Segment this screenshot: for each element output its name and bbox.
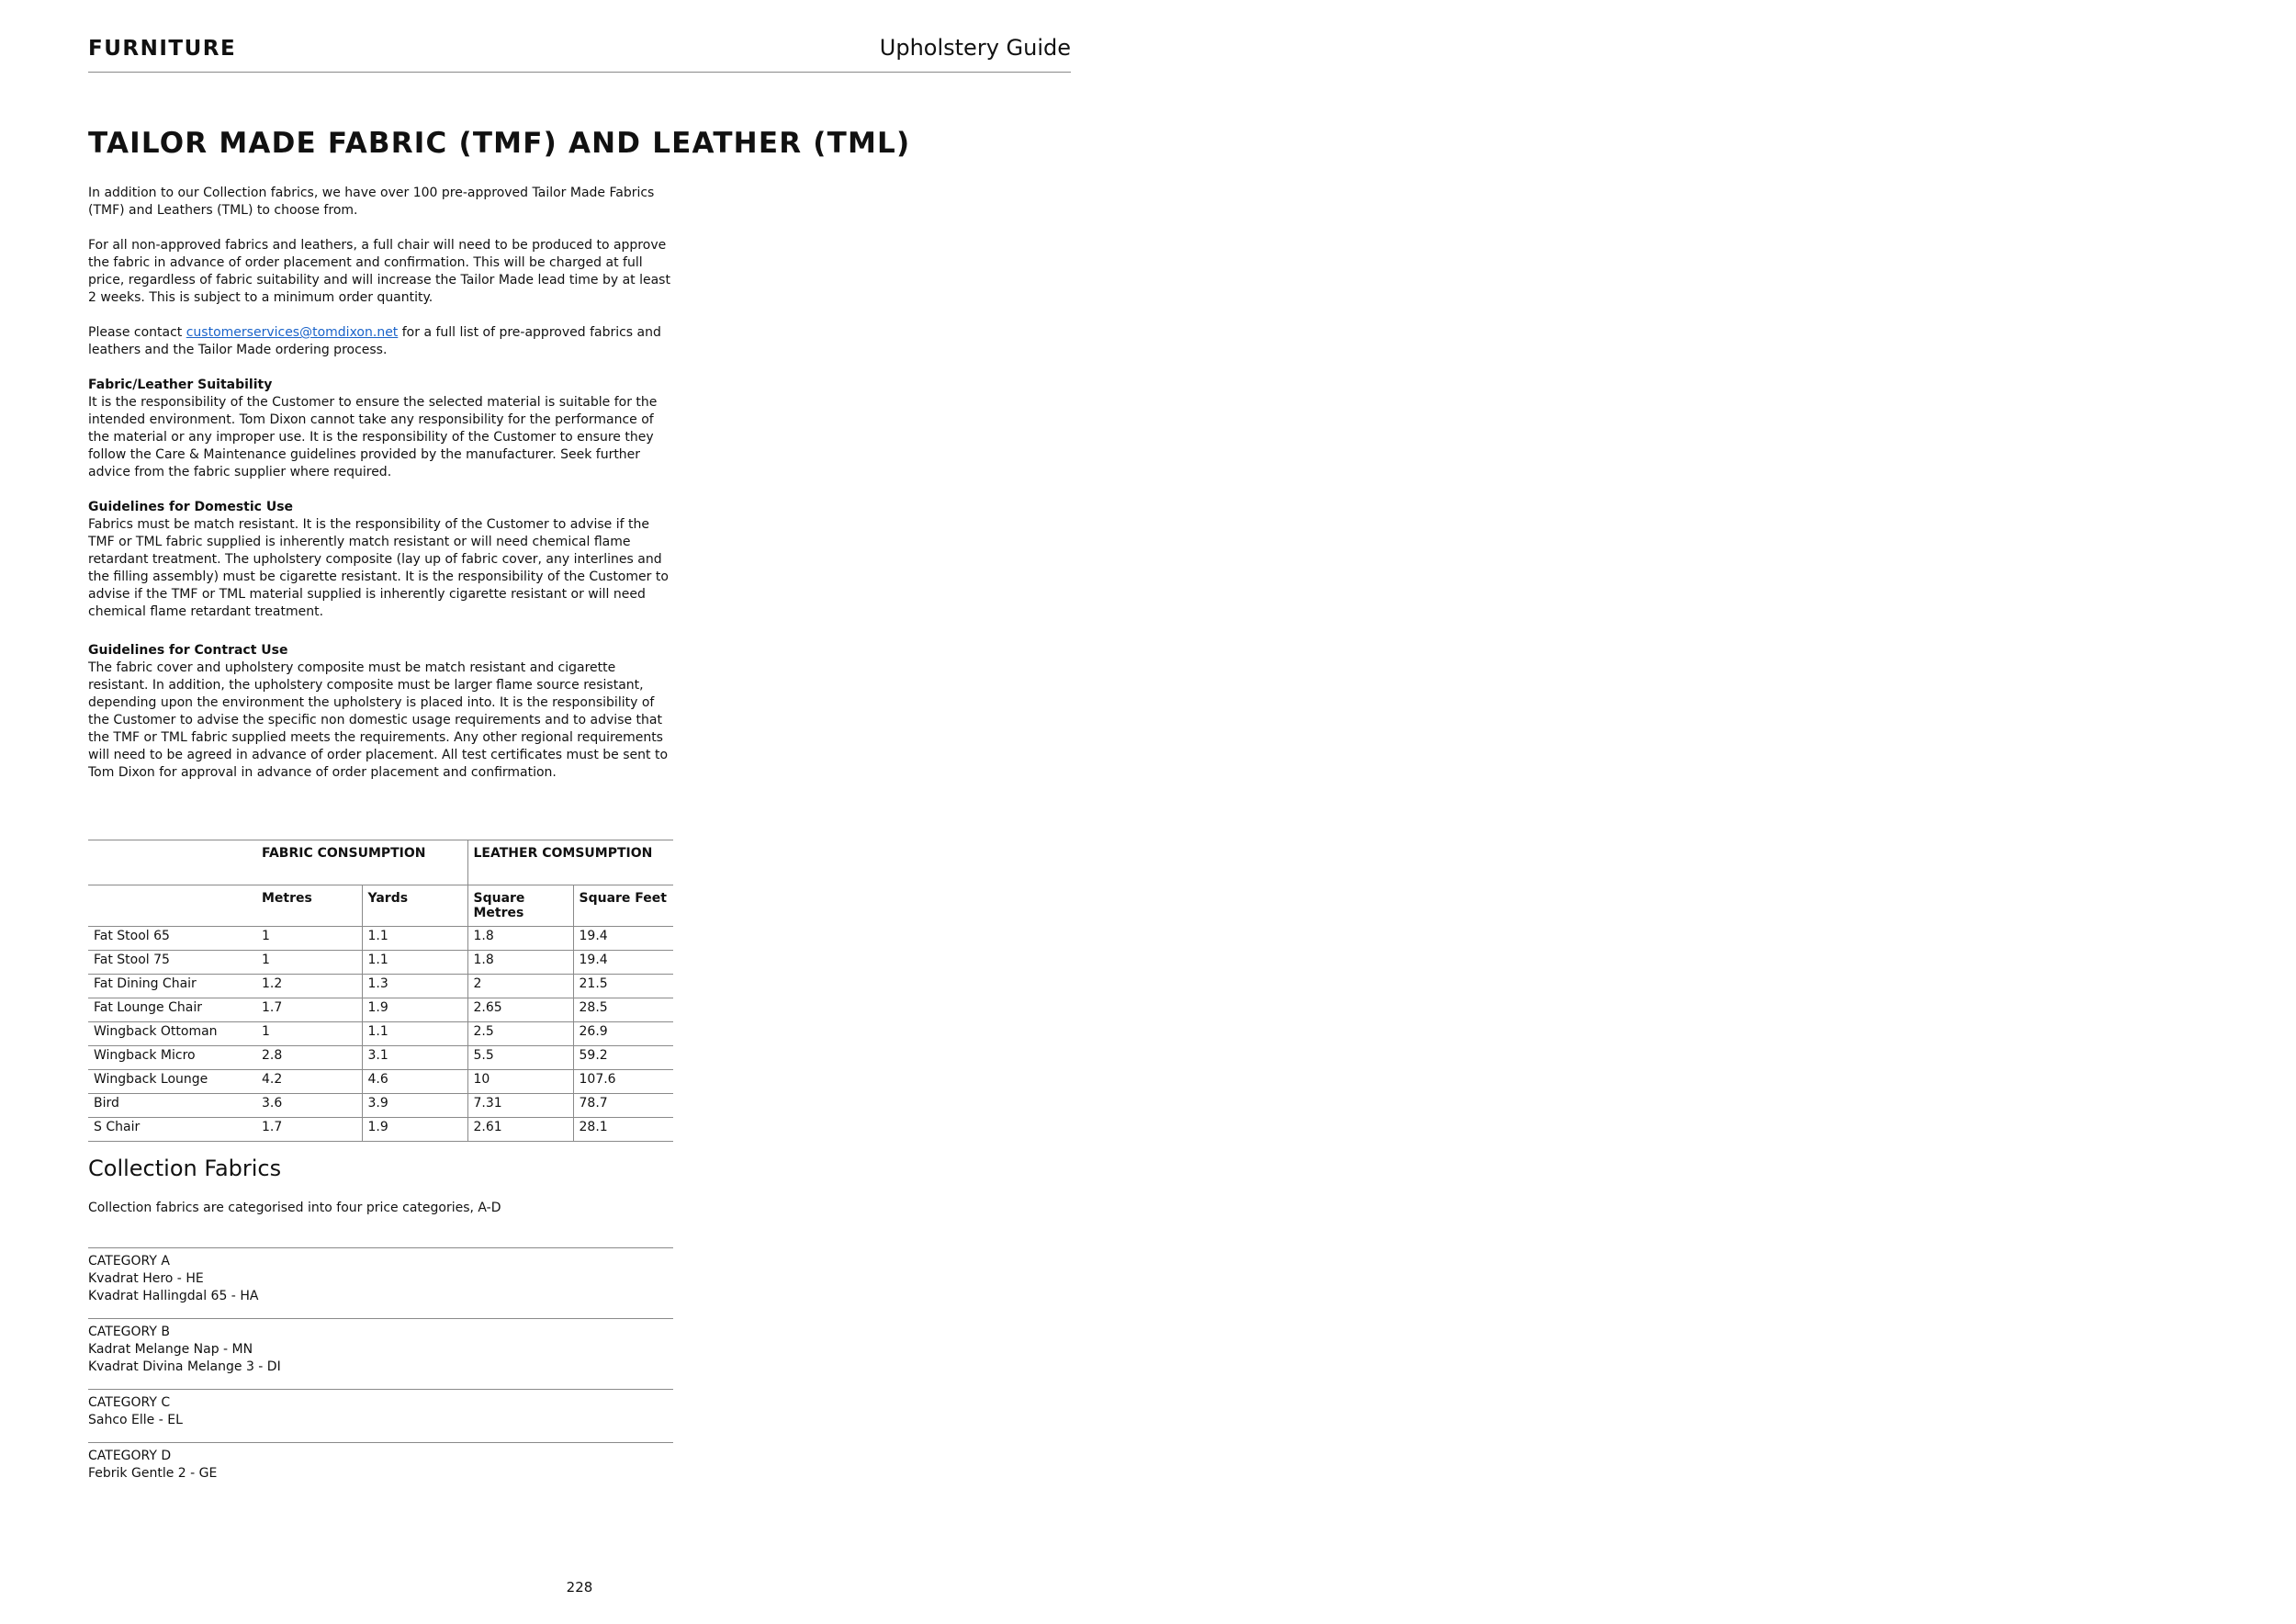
category-name: CATEGORY B [88, 1325, 170, 1339]
contact-text-before: Please contact [88, 325, 186, 340]
square-feet-value: 78.7 [573, 1094, 673, 1118]
fabric-consumption-header: FABRIC CONSUMPTION [256, 840, 467, 885]
product-name: S Chair [88, 1118, 256, 1142]
product-name: Bird [88, 1094, 256, 1118]
table-row [88, 927, 673, 951]
category-c [88, 1389, 673, 1442]
metres-value: 1.2 [256, 975, 362, 998]
header-brand: FURNITURE [88, 37, 237, 61]
yards-header: Yards [362, 885, 467, 927]
fabric-item: Kadrat Melange Nap - MN [88, 1342, 253, 1357]
metres-header: Metres [256, 885, 362, 927]
square-metres-header: Square Metres [467, 885, 573, 927]
square-metres-value: 1.8 [467, 927, 573, 951]
suitability-section [88, 377, 676, 481]
intro-paragraph-1: In addition to our Collection fabrics, we have over 100 pre-approved Tailor Made Fabrics (TMF) and Leathers (TML) to choose from. [88, 186, 655, 218]
fabric-item: Kvadrat Hero - HE [88, 1271, 204, 1286]
product-name: Fat Stool 65 [88, 927, 256, 951]
metres-value: 1.7 [256, 998, 362, 1022]
suitability-text: It is the responsibility of the Customer to ensure the selected material is suitable for the intended environment. Tom Dixon cannot take any responsibility for the performance of the material or any improper use. It is the responsibility of the Customer to ensure they follow the Care & Maintenance guidelines provided by the manufacturer. Seek further advice from the fabric supplier where required. [88, 395, 658, 479]
category-name: CATEGORY D [88, 1449, 172, 1463]
body-text [88, 185, 676, 799]
leather-consumption-header: LEATHER COMSUMPTION [467, 840, 673, 885]
product-name: Wingback Lounge [88, 1070, 256, 1094]
metres-value: 3.6 [256, 1094, 362, 1118]
yards-value: 1.3 [362, 975, 467, 998]
email-link[interactable]: customerservices@tomdixon.net [186, 325, 399, 340]
square-feet-value: 28.5 [573, 998, 673, 1022]
collection-fabrics-title: Collection Fabrics [88, 1156, 282, 1181]
metres-value: 1 [256, 951, 362, 975]
yards-value: 1.1 [362, 1022, 467, 1046]
metres-value: 4.2 [256, 1070, 362, 1094]
intro-paragraph-2: For all non-approved fabrics and leathers, a full chair will need to be produced to approve the fabric in advance of order placement and confirmation. This will be charged at full price, regardless of fabric suitability and will increase the Tailor Made lead time by at least 2 weeks. This is subject to a minimum order quantity. [88, 238, 670, 305]
square-metres-value: 2 [467, 975, 573, 998]
contact-text-after: for a full list of pre-approved fabrics and leathers and the Tailor Made ordering process. [88, 325, 661, 357]
product-name: Wingback Ottoman [88, 1022, 256, 1046]
square-feet-header: Square Feet [573, 885, 673, 927]
metres-value: 2.8 [256, 1046, 362, 1070]
square-feet-value: 28.1 [573, 1118, 673, 1142]
fabric-item: Sahco Elle - EL [88, 1413, 183, 1427]
table-row [88, 1094, 673, 1118]
table-row [88, 951, 673, 975]
square-metres-value: 5.5 [467, 1046, 573, 1070]
table-row [88, 975, 673, 998]
square-feet-value: 19.4 [573, 927, 673, 951]
category-a [88, 1247, 673, 1318]
contract-text: The fabric cover and upholstery composite must be match resistant and cigarette resistant. In addition, the upholstery composite must be larger flame source resistant, depending upon the environment the upholstery is placed into. It is the responsibility of the Customer to advise the specific non domestic usage requirements and to advise that the TMF or TML fabric supplied meets the requirements. Any other regional requirements will need to be agreed in advance of order placement. All test certificates must be sent to Tom Dixon for approval in advance of order placement and confirmation. [88, 660, 669, 780]
metres-value: 1 [256, 927, 362, 951]
domestic-section [88, 499, 676, 621]
square-metres-value: 7.31 [467, 1094, 573, 1118]
metres-value: 1.7 [256, 1118, 362, 1142]
consumption-table [88, 840, 673, 1142]
table-row [88, 1070, 673, 1094]
domestic-text: Fabrics must be match resistant. It is the responsibility of the Customer to advise if the TMF or TML fabric supplied is inherently match resistant or will need chemical flame retardant treatment. The upholstery composite (lay up of fabric cover, any interlines and the filling assembly) must be cigarette resistant. It is the responsibility of the Customer to advise if the TMF or TML material supplied is inherently cigarette resistant or will need chemical flame retardant treatment. [88, 517, 669, 619]
suitability-heading: Fabric/Leather Suitability [88, 378, 273, 392]
square-metres-value: 2.61 [467, 1118, 573, 1142]
yards-value: 4.6 [362, 1070, 467, 1094]
table-column-header-row [88, 885, 673, 927]
square-metres-value: 2.65 [467, 998, 573, 1022]
category-b [88, 1318, 673, 1389]
table-group-header-row [88, 840, 673, 885]
contract-heading: Guidelines for Contract Use [88, 643, 288, 658]
category-name: CATEGORY C [88, 1395, 171, 1410]
square-metres-value: 10 [467, 1070, 573, 1094]
yards-value: 1.1 [362, 951, 467, 975]
yards-value: 3.1 [362, 1046, 467, 1070]
square-feet-value: 21.5 [573, 975, 673, 998]
table-row [88, 1118, 673, 1142]
table-corner-cell [88, 840, 256, 885]
square-feet-value: 59.2 [573, 1046, 673, 1070]
category-list [88, 1247, 673, 1483]
yards-value: 1.9 [362, 998, 467, 1022]
table-row [88, 1022, 673, 1046]
yards-value: 3.9 [362, 1094, 467, 1118]
square-metres-value: 1.8 [467, 951, 573, 975]
category-d [88, 1442, 673, 1483]
product-name: Fat Lounge Chair [88, 998, 256, 1022]
page-number: 228 [566, 1579, 593, 1596]
collection-fabrics-intro: Collection fabrics are categorised into four price categories, A-D [88, 1201, 501, 1215]
domestic-heading: Guidelines for Domestic Use [88, 500, 294, 514]
square-feet-value: 107.6 [573, 1070, 673, 1094]
table-product-header [88, 885, 256, 927]
fabric-item: Kvadrat Hallingdal 65 - HA [88, 1289, 259, 1303]
product-name: Wingback Micro [88, 1046, 256, 1070]
product-name: Fat Dining Chair [88, 975, 256, 998]
fabric-item: Kvadrat Divina Melange 3 - DI [88, 1359, 281, 1374]
metres-value: 1 [256, 1022, 362, 1046]
contract-section [88, 642, 676, 782]
square-feet-value: 19.4 [573, 951, 673, 975]
yards-value: 1.9 [362, 1118, 467, 1142]
yards-value: 1.1 [362, 927, 467, 951]
intro-paragraph-3 [88, 324, 676, 359]
page-title: TAILOR MADE FABRIC (TMF) AND LEATHER (TML) [88, 127, 911, 160]
header-guide-title: Upholstery Guide [879, 35, 1071, 61]
page-header [88, 31, 1071, 73]
square-feet-value: 26.9 [573, 1022, 673, 1046]
table-row [88, 998, 673, 1022]
table-row [88, 1046, 673, 1070]
document-page [88, 0, 1071, 1624]
square-metres-value: 2.5 [467, 1022, 573, 1046]
category-name: CATEGORY A [88, 1254, 170, 1269]
fabric-item: Febrik Gentle 2 - GE [88, 1466, 218, 1481]
product-name: Fat Stool 75 [88, 951, 256, 975]
